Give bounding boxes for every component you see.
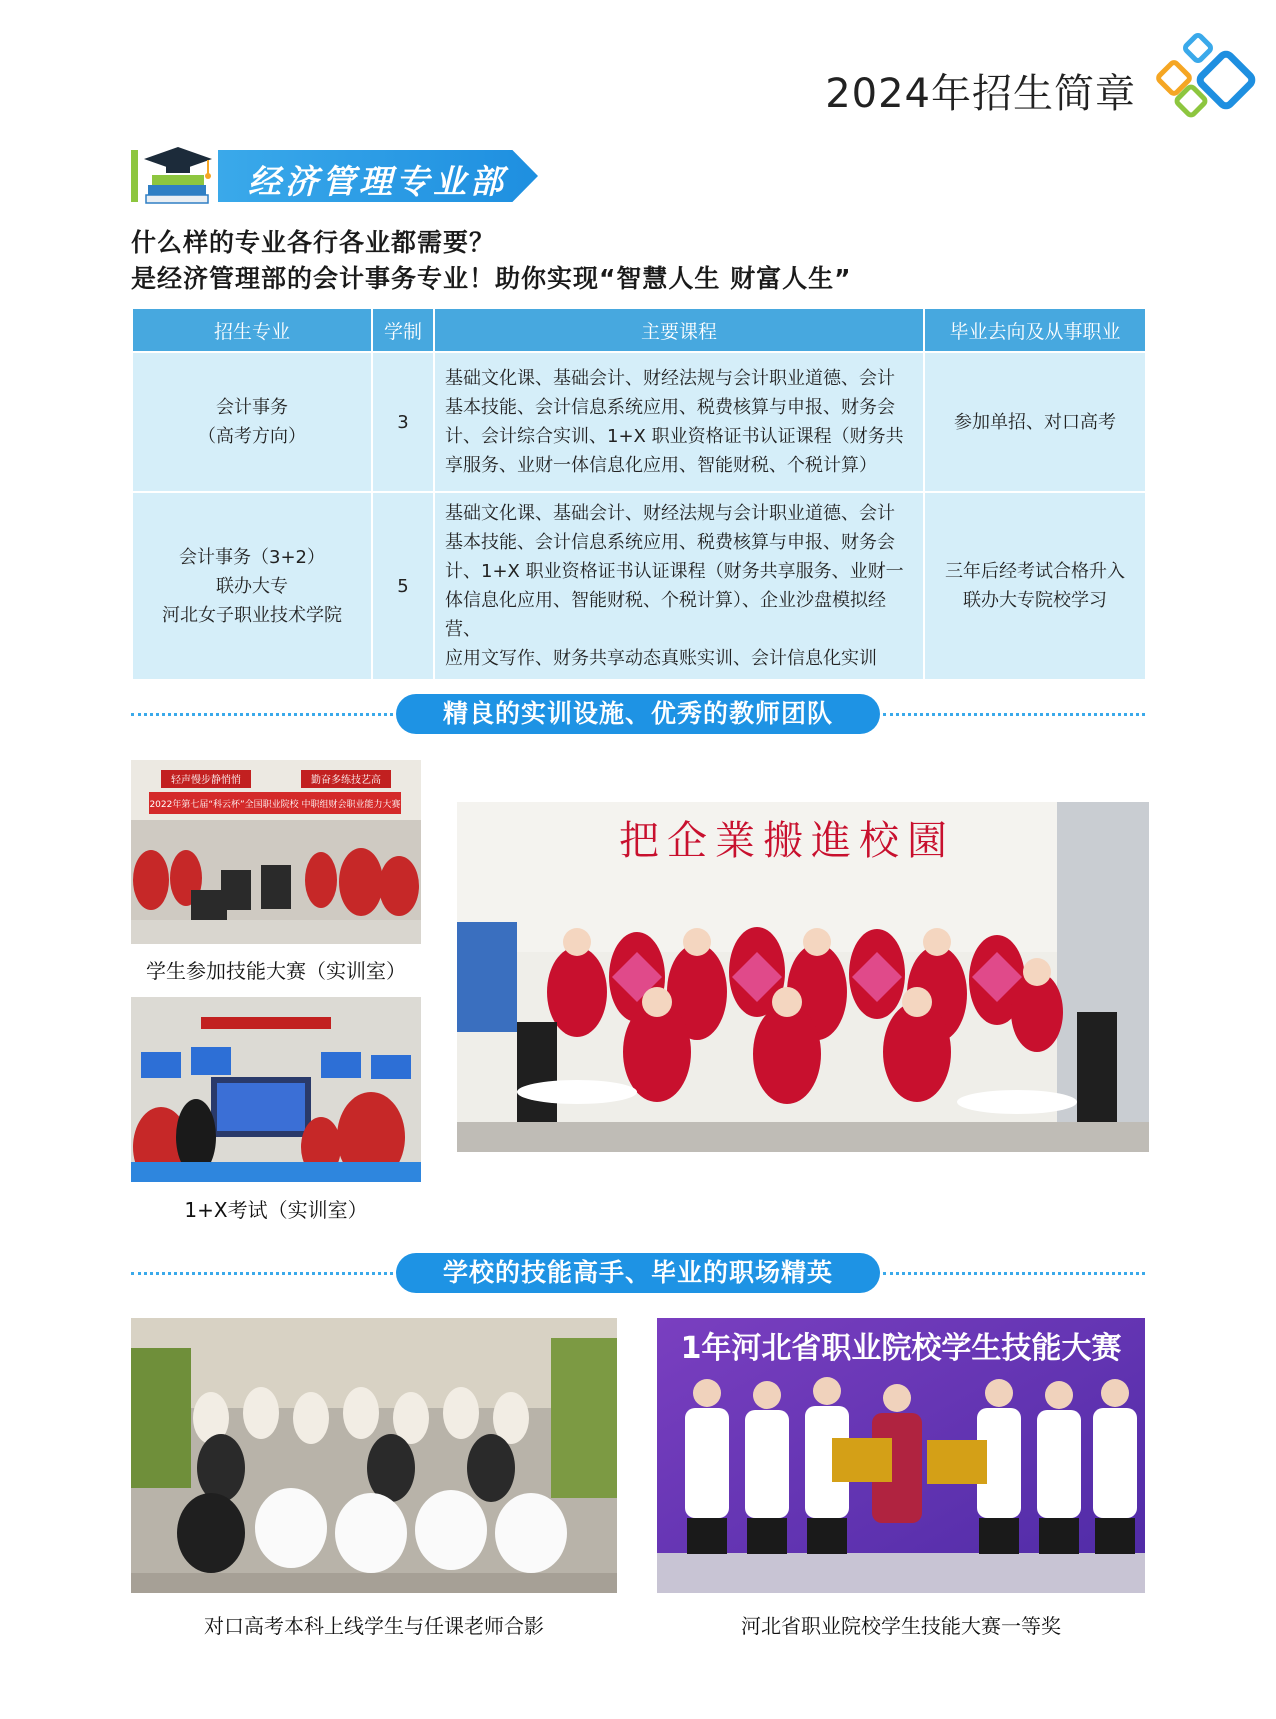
graduates-caption: 对口高考本科上线学生与任课老师合影 — [204, 1614, 544, 1638]
intro-question: 什么样的专业各行各业都需要？ — [131, 228, 496, 257]
section-pill-facilities: 精良的实训设施、优秀的教师团队 — [396, 694, 880, 734]
years-cell: 5 — [372, 492, 434, 680]
course-line: 基础文化课、基础会计、财经法规与会计职业道德、会计 — [445, 503, 895, 524]
years-cell: 3 — [372, 352, 434, 492]
competition-caption: 学生参加技能大赛（实训室） — [146, 959, 406, 983]
career-line: 联办大专院校学习 — [963, 590, 1107, 611]
major-direction: （高考方向） — [198, 426, 306, 447]
career-line: 三年后经考试合格升入 — [945, 561, 1125, 582]
header-years: 学制 — [372, 308, 434, 352]
table-row — [132, 352, 1146, 492]
calligraphy-sign: 把企業搬進校園 — [619, 818, 955, 864]
section-pill-elites: 学校的技能高手、毕业的职场精英 — [396, 1253, 880, 1293]
sign-right: 勤奋多练技艺高 — [311, 775, 381, 786]
graduates-group-photo — [131, 1318, 617, 1593]
major-name: 会计事务 — [216, 397, 288, 418]
header-career: 毕业去向及从事职业 — [924, 308, 1146, 352]
courses-cell — [434, 352, 924, 492]
table-row — [132, 492, 1146, 680]
course-line: 基础文化课、基础会计、财经法规与会计职业道德、会计 — [445, 368, 895, 389]
table-header-row — [132, 308, 1146, 352]
section-accent-bar — [131, 150, 138, 202]
dotted-divider — [883, 713, 1145, 716]
teacher-team-photo — [457, 802, 1149, 1152]
dotted-divider — [883, 1272, 1145, 1275]
graduation-cap-books-icon — [142, 145, 220, 205]
intro-answer: 是经济管理部的会计事务专业！助你实现“智慧人生 财富人生” — [131, 264, 852, 293]
competition-banner: 2022年第七届“科云杯”全国职业院校 中职组财会职业能力大赛 — [149, 800, 401, 810]
course-line: 应用文写作、财务共享动态真账实训、会计信息化实训 — [445, 648, 877, 669]
award-banner: 1年河北省职业院校学生技能大赛 — [680, 1331, 1122, 1366]
major-name: 会计事务（3+2） — [179, 546, 325, 568]
career-cell — [924, 352, 1146, 492]
section-title: 经济管理专业部 — [248, 162, 507, 201]
exam-caption: 1+X考试（实训室） — [184, 1198, 368, 1222]
major-cell — [132, 492, 372, 680]
course-line: 享服务、业财一体信息化应用、智能财税、个税计算） — [445, 455, 877, 476]
brochure-title: 2024年招生简章 — [825, 71, 1136, 117]
courses-cell — [434, 492, 924, 680]
majors-table — [131, 307, 1147, 681]
course-line: 计、1+X 职业资格证书认证课程（财务共享服务、业财一 — [445, 561, 904, 582]
course-line: 基本技能、会计信息系统应用、税费核算与申报、财务会 — [445, 397, 895, 418]
header-major: 招生专业 — [132, 308, 372, 352]
major-direction: 联办大专 — [216, 575, 288, 597]
sign-left: 轻声慢步静悄悄 — [171, 775, 241, 786]
career-line: 参加单招、对口高考 — [954, 411, 1116, 433]
course-line: 计、会计综合实训、1+X 职业资格证书认证课程（财务共 — [445, 426, 904, 447]
course-line: 体信息化应用、智能财税、个税计算）、企业沙盘模拟经营、 — [445, 590, 886, 640]
course-line: 基本技能、会计信息系统应用、税费核算与申报、财务会 — [445, 532, 895, 553]
award-caption: 河北省职业院校学生技能大赛一等奖 — [741, 1614, 1061, 1638]
partner-college: 河北女子职业技术学院 — [162, 604, 342, 626]
major-cell — [132, 352, 372, 492]
dotted-divider — [131, 713, 393, 716]
career-cell — [924, 492, 1146, 680]
diamond-logo-icon — [1144, 30, 1264, 130]
competition-photo — [131, 760, 421, 944]
exam-photo — [131, 997, 421, 1182]
header-courses: 主要课程 — [434, 308, 924, 352]
skills-award-photo — [657, 1318, 1145, 1593]
dotted-divider — [131, 1272, 393, 1275]
